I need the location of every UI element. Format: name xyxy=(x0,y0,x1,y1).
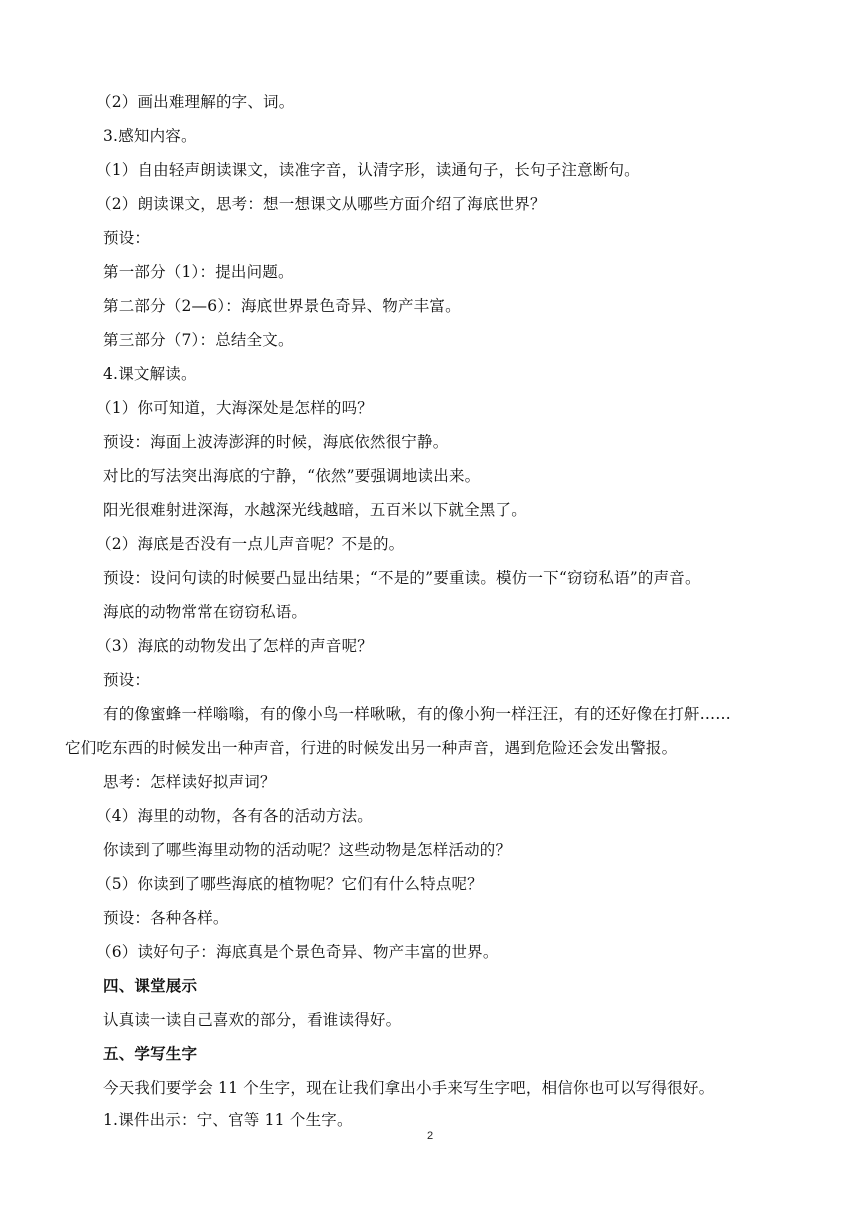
text-line: 思考：怎样读好拟声词？ xyxy=(103,773,276,791)
text-line: 它们吃东西的时候发出一种声音，行进的时候发出另一种声音，遇到危险还会发出警报。 xyxy=(65,739,678,757)
page-number: 2 xyxy=(426,1130,434,1142)
section-heading: 五、学写生字 xyxy=(103,1045,198,1063)
text-line: 预设： xyxy=(103,671,151,689)
text-line: （1）自由轻声朗读课文，读准字音，认清字形，读通句子，长句子注意断句。 xyxy=(96,161,640,179)
text-line: 对比的写法突出海底的宁静，“依然”要强调地读出来。 xyxy=(103,467,481,485)
text-line: 认真读一读自己喜欢的部分，看谁读得好。 xyxy=(103,1011,402,1029)
text-line: 第三部分（7）：总结全文。 xyxy=(103,331,294,349)
text-line: 预设：设问句读的时候要凸显出结果；“不是的”要重读。模仿一下“窃窃私语”的声音。 xyxy=(103,569,701,587)
text-line: 阳光很难射进深海，水越深光线越暗，五百米以下就全黑了。 xyxy=(103,501,527,519)
text-line: （5）你读到了哪些海底的植物呢？它们有什么特点呢？ xyxy=(96,875,483,893)
text-line: 你读到了哪些海里动物的活动呢？这些动物是怎样活动的？ xyxy=(103,841,512,859)
text-line: 有的像蜜蜂一样嗡嗡，有的像小鸟一样啾啾，有的像小狗一样汪汪，有的还好像在打鼾…… xyxy=(103,705,732,723)
text-line: 预设：各种各样。 xyxy=(103,909,229,927)
text-line: 预设： xyxy=(103,229,151,247)
text-line: 海底的动物常常在窃窃私语。 xyxy=(103,603,308,621)
text-line: （1）你可知道，大海深处是怎样的吗？ xyxy=(96,399,373,417)
text-line: （2）画出难理解的字、词。 xyxy=(96,93,295,111)
text-line: 第一部分（1）：提出问题。 xyxy=(103,263,294,281)
section-heading: 4.课文解读。 xyxy=(103,365,197,383)
text-line: （2）海底是否没有一点儿声音呢？不是的。 xyxy=(96,535,405,553)
text-line: 1.课件出示：宁、官等 11 个生字。 xyxy=(103,1111,353,1129)
text-line: （2）朗读课文，思考：想一想课文从哪些方面介绍了海底世界？ xyxy=(96,195,546,213)
text-line: （4）海里的动物，各有各的活动方法。 xyxy=(96,807,373,825)
section-heading: 四、课堂展示 xyxy=(103,977,198,995)
text-line: （3）海底的动物发出了怎样的声音呢？ xyxy=(96,637,373,655)
text-line: （6）读好句子：海底真是个景色奇异、物产丰富的世界。 xyxy=(96,943,499,961)
text-line: 预设：海面上波涛澎湃的时候，海底依然很宁静。 xyxy=(103,433,449,451)
text-line: 今天我们要学会 11 个生字，现在让我们拿出小手来写生字吧，相信你也可以写得很好。 xyxy=(103,1079,715,1097)
text-line: 第二部分（2—6）：海底世界景色奇异、物产丰富。 xyxy=(103,297,461,315)
section-heading: 3.感知内容。 xyxy=(103,127,197,145)
